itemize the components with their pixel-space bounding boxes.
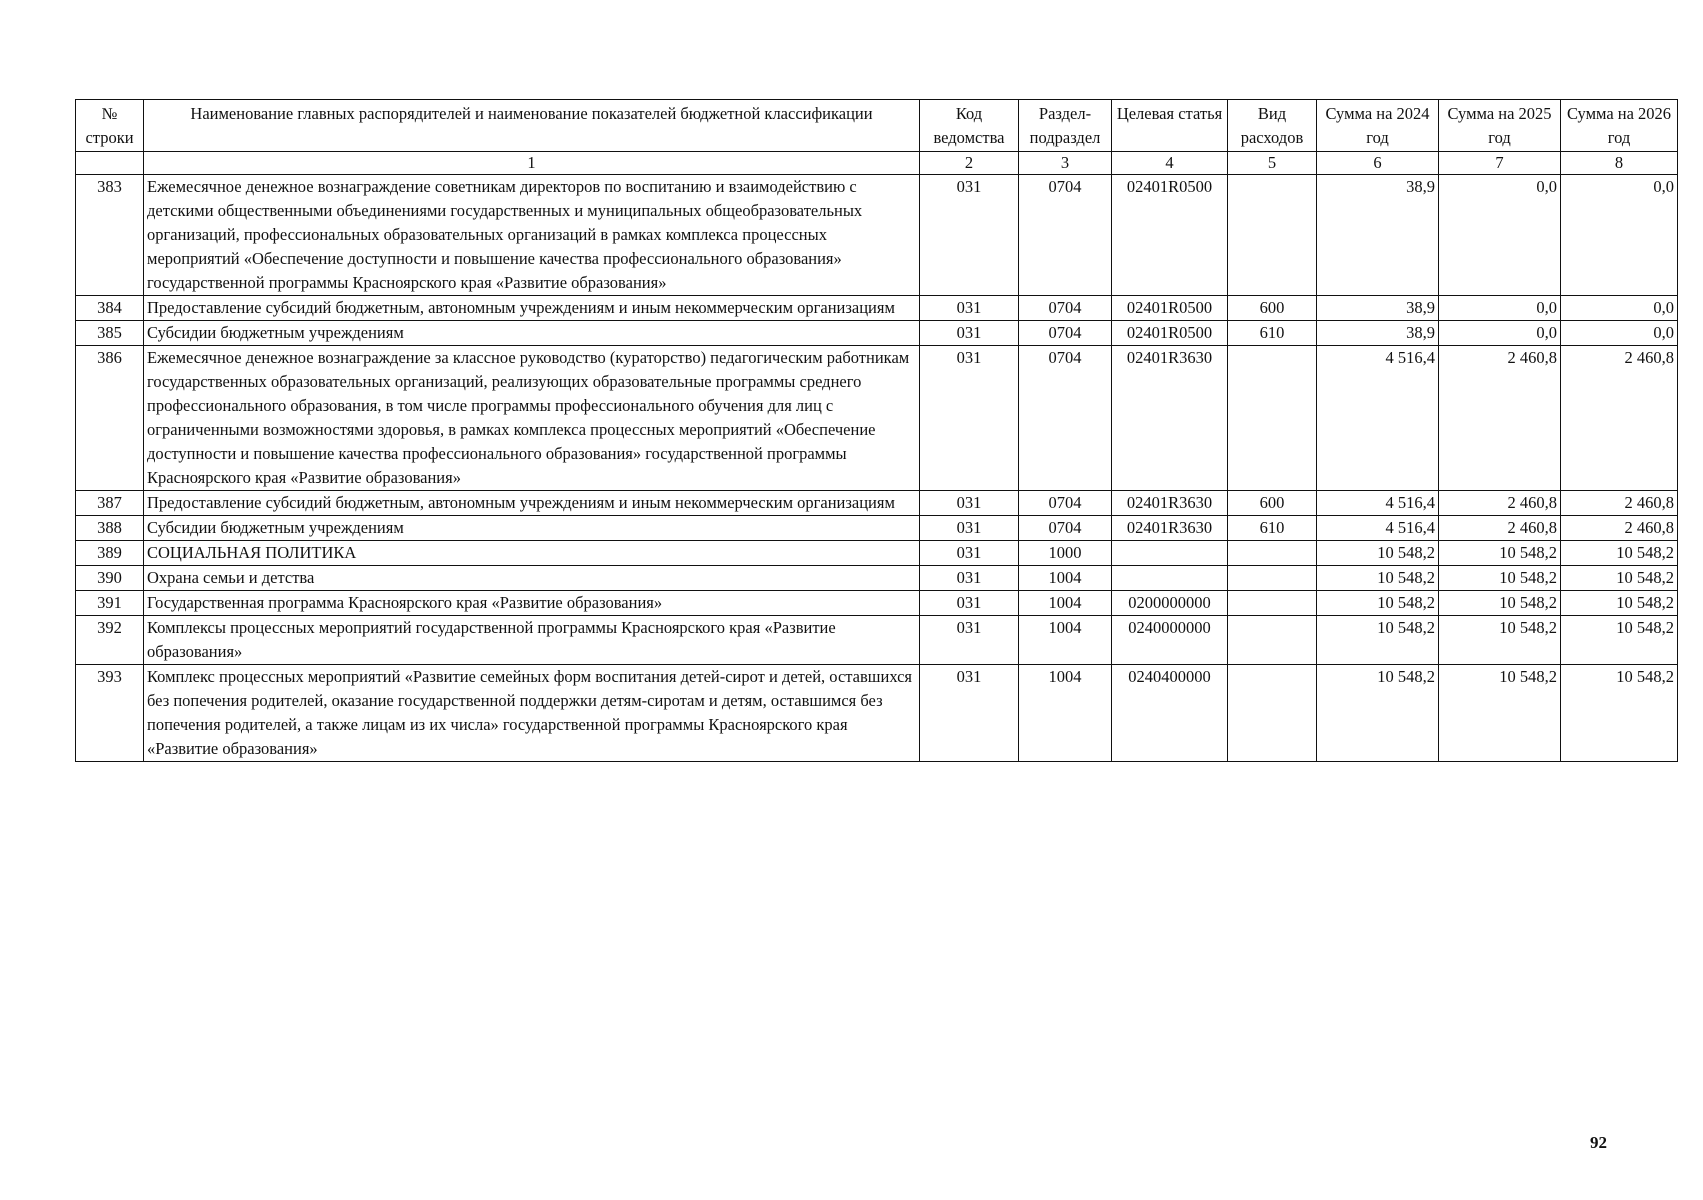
- header-sum-2025: Сумма на 2025 год: [1439, 100, 1561, 152]
- cell-section: 0704: [1019, 346, 1112, 491]
- table-row: [76, 566, 1678, 591]
- cell-department-code: 031: [920, 591, 1019, 616]
- cell-expense-type: [1228, 591, 1317, 616]
- cell-sum-2024: 38,9: [1317, 175, 1439, 296]
- cell-sum-2026: 2 460,8: [1561, 346, 1678, 491]
- cell-row-number: 392: [76, 616, 144, 665]
- column-number: 8: [1561, 152, 1678, 175]
- cell-row-number: 383: [76, 175, 144, 296]
- cell-department-code: 031: [920, 665, 1019, 762]
- cell-expense-type: 610: [1228, 321, 1317, 346]
- table-row: [76, 665, 1678, 762]
- cell-name: Ежемесячное денежное вознаграждение за классное руководство (кураторство) педагогическим работникам государственных образовательных организаций, реализующих образовательные программы среднего профессионального образования, в том числе программы профессионального обучения для лиц с ограниченными возможностями здоровья, в рамках комплекса процессных мероприятий «Обеспечение доступности и повышение качества профессионального образования» государственной программы Красноярского края «Развитие образования»: [144, 346, 920, 491]
- page-number: 92: [1590, 1133, 1607, 1152]
- column-number: 1: [144, 152, 920, 175]
- column-number: 7: [1439, 152, 1561, 175]
- cell-row-number: 384: [76, 296, 144, 321]
- column-number-row: [76, 152, 1678, 175]
- header-name: Наименование главных распорядителей и наименование показателей бюджетной классификации: [144, 100, 920, 152]
- column-number-blank: [76, 152, 144, 175]
- cell-sum-2024: 38,9: [1317, 296, 1439, 321]
- header-sum-2026: Сумма на 2026 год: [1561, 100, 1678, 152]
- cell-name: Предоставление субсидий бюджетным, автономным учреждениям и иным некоммерческим организациям: [144, 491, 920, 516]
- cell-sum-2025: 10 548,2: [1439, 665, 1561, 762]
- cell-section: 1000: [1019, 541, 1112, 566]
- cell-sum-2025: 2 460,8: [1439, 346, 1561, 491]
- table-row: [76, 591, 1678, 616]
- header-target-item: Целевая статья: [1112, 100, 1228, 152]
- cell-sum-2024: 38,9: [1317, 321, 1439, 346]
- cell-expense-type: [1228, 541, 1317, 566]
- cell-section: 0704: [1019, 296, 1112, 321]
- cell-sum-2025: 10 548,2: [1439, 591, 1561, 616]
- cell-name: СОЦИАЛЬНАЯ ПОЛИТИКА: [144, 541, 920, 566]
- cell-sum-2025: 0,0: [1439, 296, 1561, 321]
- cell-name: Охрана семьи и детства: [144, 566, 920, 591]
- header-row: [76, 100, 1678, 152]
- column-number: 6: [1317, 152, 1439, 175]
- column-number: 2: [920, 152, 1019, 175]
- cell-row-number: 386: [76, 346, 144, 491]
- cell-department-code: 031: [920, 346, 1019, 491]
- cell-row-number: 389: [76, 541, 144, 566]
- cell-sum-2026: 10 548,2: [1561, 566, 1678, 591]
- cell-sum-2024: 10 548,2: [1317, 541, 1439, 566]
- cell-sum-2025: 10 548,2: [1439, 566, 1561, 591]
- cell-target-item: 02401R3630: [1112, 491, 1228, 516]
- cell-name: Субсидии бюджетным учреждениям: [144, 516, 920, 541]
- table-header: [76, 100, 1678, 152]
- cell-department-code: 031: [920, 566, 1019, 591]
- table-body: [76, 152, 1678, 762]
- cell-row-number: 385: [76, 321, 144, 346]
- cell-sum-2024: 10 548,2: [1317, 591, 1439, 616]
- cell-target-item: 02401R3630: [1112, 516, 1228, 541]
- header-row-number: № строки: [76, 100, 144, 152]
- cell-sum-2024: 10 548,2: [1317, 566, 1439, 591]
- table-row: [76, 346, 1678, 491]
- cell-sum-2025: 0,0: [1439, 321, 1561, 346]
- table-row: [76, 175, 1678, 296]
- cell-sum-2025: 10 548,2: [1439, 541, 1561, 566]
- cell-name: Комплексы процессных мероприятий государственной программы Красноярского края «Развитие образования»: [144, 616, 920, 665]
- cell-sum-2024: 10 548,2: [1317, 616, 1439, 665]
- header-section: Раздел-подраздел: [1019, 100, 1112, 152]
- header-sum-2024: Сумма на 2024 год: [1317, 100, 1439, 152]
- cell-expense-type: 600: [1228, 491, 1317, 516]
- cell-target-item: [1112, 541, 1228, 566]
- cell-name: Государственная программа Красноярского края «Развитие образования»: [144, 591, 920, 616]
- cell-name: Ежемесячное денежное вознаграждение советникам директоров по воспитанию и взаимодействию с детскими общественными объединениями государственных и муниципальных общеобразовательных организаций, профессиональных образовательных организаций в рамках комплекса процессных мероприятий «Обеспечение доступности и повышение качества профессионального образования» государственной программы Красноярского края «Развитие образования»: [144, 175, 920, 296]
- cell-sum-2025: 0,0: [1439, 175, 1561, 296]
- cell-department-code: 031: [920, 321, 1019, 346]
- cell-department-code: 031: [920, 491, 1019, 516]
- cell-sum-2025: 10 548,2: [1439, 616, 1561, 665]
- cell-expense-type: [1228, 346, 1317, 491]
- cell-department-code: 031: [920, 296, 1019, 321]
- cell-sum-2026: 10 548,2: [1561, 591, 1678, 616]
- cell-section: 0704: [1019, 491, 1112, 516]
- cell-target-item: 02401R0500: [1112, 321, 1228, 346]
- cell-target-item: 02401R3630: [1112, 346, 1228, 491]
- table-row: [76, 321, 1678, 346]
- cell-sum-2025: 2 460,8: [1439, 516, 1561, 541]
- cell-expense-type: 600: [1228, 296, 1317, 321]
- cell-section: 1004: [1019, 616, 1112, 665]
- cell-target-item: 0240000000: [1112, 616, 1228, 665]
- cell-row-number: 388: [76, 516, 144, 541]
- cell-target-item: 0240400000: [1112, 665, 1228, 762]
- cell-expense-type: [1228, 175, 1317, 296]
- cell-section: 0704: [1019, 321, 1112, 346]
- cell-sum-2024: 10 548,2: [1317, 665, 1439, 762]
- cell-target-item: 02401R0500: [1112, 296, 1228, 321]
- cell-sum-2026: 2 460,8: [1561, 491, 1678, 516]
- cell-section: 0704: [1019, 516, 1112, 541]
- cell-department-code: 031: [920, 175, 1019, 296]
- cell-sum-2026: 2 460,8: [1561, 516, 1678, 541]
- cell-sum-2024: 4 516,4: [1317, 491, 1439, 516]
- cell-sum-2025: 2 460,8: [1439, 491, 1561, 516]
- cell-expense-type: [1228, 566, 1317, 591]
- header-department-code: Код ведомства: [920, 100, 1019, 152]
- cell-row-number: 391: [76, 591, 144, 616]
- cell-expense-type: 610: [1228, 516, 1317, 541]
- cell-department-code: 031: [920, 516, 1019, 541]
- table-row: [76, 296, 1678, 321]
- cell-section: 1004: [1019, 665, 1112, 762]
- cell-row-number: 390: [76, 566, 144, 591]
- budget-table: [75, 99, 1678, 762]
- cell-section: 1004: [1019, 566, 1112, 591]
- cell-name: Субсидии бюджетным учреждениям: [144, 321, 920, 346]
- cell-sum-2026: 0,0: [1561, 296, 1678, 321]
- cell-target-item: 0200000000: [1112, 591, 1228, 616]
- cell-sum-2026: 10 548,2: [1561, 616, 1678, 665]
- cell-sum-2026: 0,0: [1561, 175, 1678, 296]
- cell-target-item: 02401R0500: [1112, 175, 1228, 296]
- column-number: 4: [1112, 152, 1228, 175]
- cell-sum-2026: 10 548,2: [1561, 541, 1678, 566]
- cell-sum-2024: 4 516,4: [1317, 516, 1439, 541]
- table-row: [76, 516, 1678, 541]
- cell-department-code: 031: [920, 616, 1019, 665]
- cell-section: 1004: [1019, 591, 1112, 616]
- table-row: [76, 491, 1678, 516]
- table-row: [76, 541, 1678, 566]
- cell-section: 0704: [1019, 175, 1112, 296]
- cell-row-number: 393: [76, 665, 144, 762]
- cell-target-item: [1112, 566, 1228, 591]
- column-number: 5: [1228, 152, 1317, 175]
- cell-expense-type: [1228, 616, 1317, 665]
- cell-sum-2026: 10 548,2: [1561, 665, 1678, 762]
- cell-name: Комплекс процессных мероприятий «Развитие семейных форм воспитания детей-сирот и детей, оставшихся без попечения родителей, оказание государственной поддержки детям-сиротам и детям, оставшимся без попечения родителей, а также лицам из их числа» государственной программы Красноярского края «Развитие образования»: [144, 665, 920, 762]
- column-number: 3: [1019, 152, 1112, 175]
- cell-sum-2026: 0,0: [1561, 321, 1678, 346]
- table-row: [76, 616, 1678, 665]
- cell-expense-type: [1228, 665, 1317, 762]
- cell-row-number: 387: [76, 491, 144, 516]
- cell-name: Предоставление субсидий бюджетным, автономным учреждениям и иным некоммерческим организациям: [144, 296, 920, 321]
- header-expense-type: Вид расходов: [1228, 100, 1317, 152]
- cell-sum-2024: 4 516,4: [1317, 346, 1439, 491]
- cell-department-code: 031: [920, 541, 1019, 566]
